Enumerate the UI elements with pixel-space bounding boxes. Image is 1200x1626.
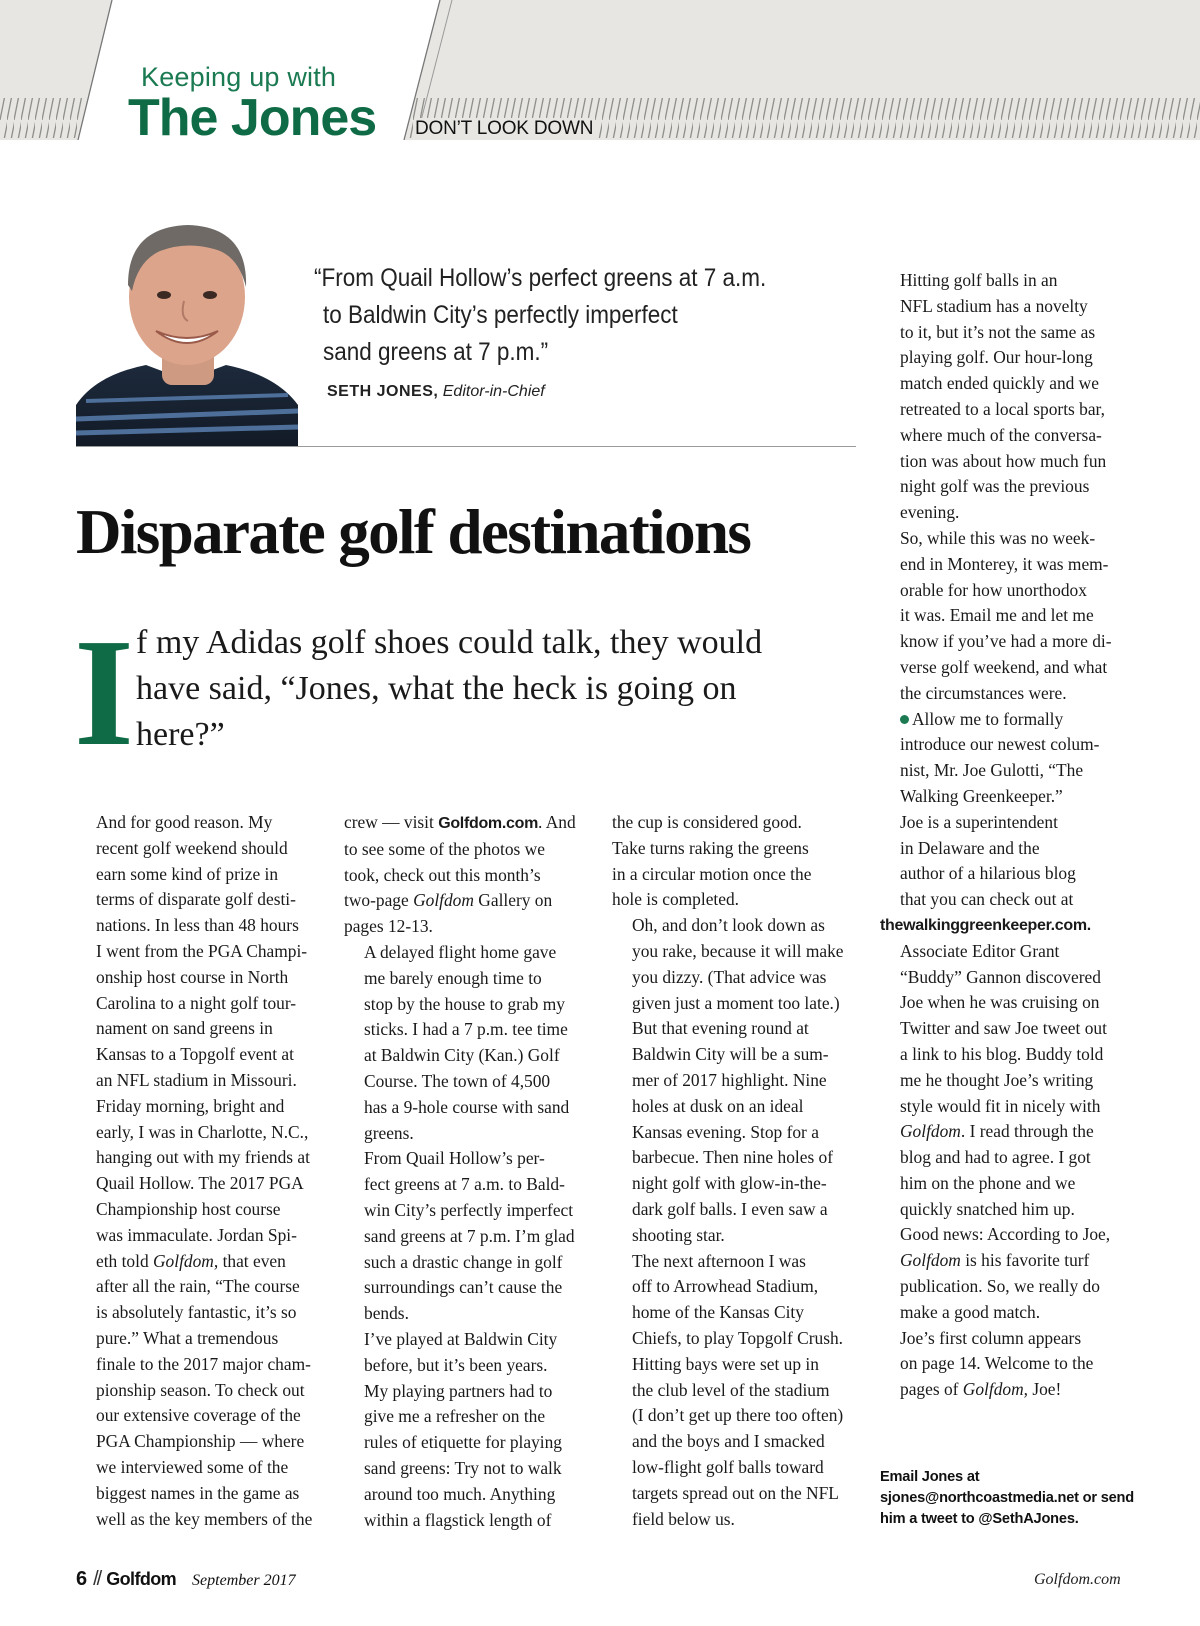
paragraph	[880, 526, 1128, 707]
text-run: that even	[218, 1250, 286, 1271]
publication-name: Golfdom	[900, 1250, 961, 1271]
text-line: recent golf weekend should	[96, 837, 288, 858]
text-line: Twitter and saw Joe tweet out	[900, 1018, 1107, 1039]
text-line: terms of disparate golf desti-	[96, 889, 296, 910]
paragraph	[612, 1249, 860, 1533]
text-line: My playing partners had to	[364, 1380, 553, 1401]
text-line: sand greens at 7 p.m. I’m glad	[364, 1225, 575, 1246]
lede-line: have said, “Jones, what the heck is going on	[136, 670, 737, 707]
text-line: you rake, because it will make	[632, 940, 844, 961]
body-column-3	[612, 810, 860, 1532]
text-line: around too much. Anything	[364, 1483, 556, 1504]
paragraph	[612, 913, 860, 1016]
text-line: Hitting golf balls in an	[900, 270, 1058, 290]
text-line: well as the key members of the	[96, 1508, 313, 1529]
text-line: Championship host course	[96, 1198, 281, 1219]
paragraph	[344, 810, 592, 940]
text-line: Joe when he was cruising on	[900, 992, 1100, 1013]
text-line: I’ve played at Baldwin City	[364, 1328, 558, 1349]
text-line: pionship season. To check out	[96, 1379, 305, 1400]
text-run: two-page	[344, 890, 414, 911]
text-line: stop by the house to grab my	[364, 993, 565, 1014]
text-run: eth told	[96, 1250, 153, 1271]
headline: Disparate golf destinations	[76, 497, 751, 567]
text-run: . I read through the	[960, 1121, 1094, 1142]
body-column-2	[344, 810, 592, 1533]
text-line: bends.	[364, 1303, 409, 1324]
text-line: to see some of the photos we	[344, 838, 545, 859]
text-line: earn some kind of prize in	[96, 863, 279, 884]
pull-quote	[314, 260, 782, 371]
text-line: give me a refresher on the	[364, 1406, 546, 1427]
text-line: So, while this was no week-	[900, 527, 1096, 548]
text-line: Hitting bays were set up in	[632, 1353, 819, 1374]
text-line: Quail Hollow. The 2017 PGA	[96, 1173, 304, 1194]
footer-website[interactable]: Golfdom.com	[1034, 1571, 1121, 1588]
text-line: field below us.	[632, 1508, 735, 1529]
column-kicker: Keeping up with	[141, 62, 337, 92]
paragraph	[344, 1327, 592, 1533]
text-line: to it, but it’s not the same as	[900, 321, 1096, 342]
text-line: end in Monterey, it was mem-	[900, 553, 1109, 574]
pull-quote-line: sand greens at 7 p.m.”	[323, 338, 549, 366]
text-line: was immaculate. Jordan Spi-	[96, 1224, 297, 1245]
text-run: Gallery on	[473, 890, 553, 911]
text-line: targets spread out on the NFL	[632, 1482, 839, 1503]
text-line: blog and had to agree. I got	[900, 1147, 1091, 1168]
text-line: know if you’ve had a more di-	[900, 631, 1112, 652]
text-line: Chiefs, to play Topgolf Crush.	[632, 1327, 844, 1348]
text-line: Baldwin City will be a sum-	[632, 1044, 829, 1065]
text-line: Kansas evening. Stop for a	[632, 1121, 819, 1142]
text-line: on page 14. Welcome to the	[900, 1353, 1094, 1374]
text-line: the club level of the stadium	[632, 1379, 830, 1400]
text-line: in Delaware and the	[900, 837, 1040, 858]
text-line: PGA Championship — where	[96, 1431, 305, 1452]
text-line: mer of 2017 highlight. Nine	[632, 1069, 827, 1090]
text-line: finale to the 2017 major cham-	[96, 1353, 311, 1374]
text-line: sand greens: Try not to walk	[364, 1457, 562, 1478]
text-line: nations. In less than 48 hours	[96, 915, 299, 936]
text-line: match ended quickly and we	[900, 373, 1099, 394]
drop-cap: I	[74, 608, 134, 778]
text-line: Good news: According to Joe,	[900, 1224, 1111, 1245]
text-line: given just a moment too late.)	[632, 992, 840, 1013]
text-line: greens.	[364, 1122, 414, 1143]
text-line: Joe’s first column appears	[900, 1327, 1082, 1348]
text-line: in a circular motion once the	[612, 863, 812, 884]
footer-separator: //	[93, 1568, 101, 1590]
text-line: fect greens at 7 a.m. to Bald-	[364, 1174, 565, 1195]
website-link[interactable]: Golfdom.com	[438, 815, 538, 832]
text-line	[344, 888, 592, 914]
pull-quote-line: to Baldwin City’s perfectly imperfect	[323, 301, 678, 329]
text-line: playing golf. Our hour-long	[900, 347, 1093, 368]
text-line: dark golf balls. I even saw a	[632, 1198, 828, 1219]
text-line: author of a hilarious blog	[900, 863, 1076, 884]
text-line: is absolutely fantastic, it’s so	[96, 1302, 297, 1323]
paragraph	[880, 1326, 1128, 1403]
text-line: such a drastic change in golf	[364, 1251, 563, 1272]
text-line: our extensive coverage of the	[96, 1405, 301, 1426]
text-line: has a 9-hole course with sand	[364, 1096, 570, 1117]
text-line: me barely enough time to	[364, 967, 542, 988]
text-line: Kansas to a Topgolf event at	[96, 1044, 294, 1065]
paragraph	[344, 1146, 592, 1327]
text-run: pages of	[900, 1379, 963, 1400]
text-line: publication. So, we really do	[900, 1276, 1100, 1297]
text-run: Joe!	[1028, 1379, 1062, 1400]
paragraph	[880, 810, 1128, 939]
issue-date: September 2017	[192, 1572, 296, 1589]
paragraph	[76, 810, 324, 1094]
text-line: the circumstances were.	[900, 682, 1067, 703]
text-line: biggest names in the game as	[96, 1482, 300, 1503]
paragraph	[880, 268, 1128, 526]
header-band	[0, 0, 1200, 140]
text-line: I went from the PGA Champi-	[96, 940, 308, 961]
blog-link[interactable]: thewalkinggreenkeeper.com.	[880, 916, 1091, 934]
text-line	[76, 1249, 324, 1275]
text-line: make a good match.	[900, 1301, 1041, 1322]
text-line: pages 12-13.	[344, 916, 433, 937]
text-line: him on the phone and we	[900, 1172, 1076, 1193]
text-line: A delayed flight home gave	[364, 941, 557, 962]
text-line: pure.” What a tremendous	[96, 1327, 279, 1348]
page-number: 6	[76, 1568, 88, 1590]
text-line: Walking Greenkeeper.”	[900, 785, 1063, 806]
text-line: barbecue. Then nine holes of	[632, 1147, 834, 1168]
paragraph	[612, 1016, 860, 1248]
publication-name: Golfdom	[413, 890, 474, 911]
text-run: crew — visit	[344, 812, 439, 832]
text-line: The next afternoon I was	[632, 1250, 806, 1271]
text-line	[880, 1248, 1128, 1274]
publication-name: Golfdom	[900, 1121, 961, 1142]
publication-name: Golfdom,	[962, 1379, 1028, 1400]
text-line: hole is completed.	[612, 889, 740, 910]
lede-line: f my Adidas golf shoes could talk, they would	[136, 624, 763, 661]
text-line: rules of etiquette for playing	[364, 1432, 562, 1453]
email-link[interactable]: sjones@northcoastmedia.net or send	[880, 1490, 1134, 1506]
text-line	[880, 1119, 1128, 1145]
text-line: onship host course in North	[96, 966, 289, 987]
text-line: evening.	[900, 502, 960, 523]
body-column-4	[880, 268, 1128, 1403]
text-line: early, I was in Charlotte, N.C.,	[96, 1121, 309, 1142]
text-line: “Buddy” Gannon discovered	[900, 966, 1101, 987]
section-tag: DON’T LOOK DOWN	[415, 118, 594, 139]
paragraph	[880, 707, 1128, 810]
text-line: Course. The town of 4,500	[364, 1070, 551, 1091]
text-line: night golf with glow-in-the-	[632, 1173, 827, 1194]
twitter-handle[interactable]: him a tweet to @SethAJones.	[880, 1511, 1079, 1527]
byline	[327, 383, 545, 401]
author-photo	[76, 205, 298, 447]
text-line: holes at dusk on an ideal	[632, 1095, 804, 1116]
text-line	[344, 810, 592, 837]
text-line: win City’s perfectly imperfect	[364, 1199, 574, 1220]
text-line: nament on sand greens in	[96, 1018, 273, 1039]
paragraph	[612, 810, 860, 913]
text-run: is his favorite turf	[960, 1250, 1090, 1271]
text-line: tion was about how much fun	[900, 450, 1107, 471]
body-column-1	[76, 810, 324, 1532]
author-role: Editor-in-Chief	[438, 383, 545, 400]
text-line: hanging out with my friends at	[96, 1147, 310, 1168]
text-line: (I don’t get up there too often)	[632, 1405, 844, 1426]
text-line: quickly snatched him up.	[900, 1198, 1075, 1219]
text-run: . And	[538, 812, 576, 832]
text-line: took, check out this month’s	[344, 864, 541, 885]
text-line: after all the rain, “The course	[96, 1276, 300, 1297]
text-line: Oh, and don’t look down as	[632, 915, 825, 936]
text-line: nist, Mr. Joe Gulotti, “The	[900, 760, 1084, 781]
text-line: retreated to a local sports bar,	[900, 398, 1106, 419]
bullet-icon	[900, 715, 909, 724]
text-line: And for good reason. My	[96, 812, 273, 832]
text-line: where much of the conversa-	[900, 424, 1102, 445]
page-footer	[76, 1568, 296, 1591]
text-line: Friday morning, bright and	[96, 1095, 285, 1116]
author-contact	[880, 1467, 1140, 1530]
text-line: Carolina to a night golf tour-	[96, 992, 297, 1013]
text-line: that you can check out at	[900, 889, 1074, 910]
text-line: style would fit in nicely with	[900, 1095, 1101, 1116]
text-line: verse golf weekend, and what	[900, 656, 1108, 677]
text-line: Email Jones at	[880, 1469, 980, 1485]
text-line: home of the Kansas City	[632, 1302, 804, 1323]
paragraph	[344, 940, 592, 1146]
paragraph	[880, 939, 1128, 1326]
text-line: an NFL stadium in Missouri.	[96, 1069, 297, 1090]
text-line: shooting star.	[632, 1224, 725, 1245]
text-line: Associate Editor Grant	[900, 940, 1060, 961]
text-line: at Baldwin City (Kan.) Golf	[364, 1045, 560, 1066]
publication-name: Golfdom,	[153, 1250, 219, 1271]
text-line: surroundings can’t cause the	[364, 1277, 563, 1298]
text-line: From Quail Hollow’s per-	[364, 1148, 545, 1169]
text-line: me he thought Joe’s writing	[900, 1069, 1094, 1090]
lede-line: here?”	[136, 716, 225, 753]
text-line: sticks. I had a 7 p.m. tee time	[364, 1019, 568, 1040]
text-line	[880, 707, 1128, 733]
text-line: orable for how unorthodox	[900, 579, 1087, 600]
text-line: night golf was the previous	[900, 476, 1090, 497]
text-line: introduce our newest colum-	[900, 734, 1100, 755]
text-line: before, but it’s been years.	[364, 1354, 548, 1375]
text-line	[880, 1377, 1128, 1403]
column-title: The Jones	[128, 89, 377, 140]
paragraph	[76, 1094, 324, 1533]
text-line: a link to his blog. Buddy told	[900, 1043, 1104, 1064]
text-line: NFL stadium has a novelty	[900, 295, 1088, 316]
text-line: we interviewed some of the	[96, 1456, 289, 1477]
pull-quote-line: “From Quail Hollow’s perfect greens at 7 a.m.	[314, 264, 767, 292]
text-line: Joe is a superintendent	[900, 811, 1058, 832]
lede-paragraph	[136, 620, 836, 758]
text-line: low-flight golf balls toward	[632, 1456, 824, 1477]
text-line: But that evening round at	[632, 1018, 809, 1039]
text-line: and the boys and I smacked	[632, 1431, 825, 1452]
text-line: Take turns raking the greens	[612, 837, 809, 858]
brand-logo: Golfdom	[106, 1569, 177, 1589]
author-name: SETH JONES,	[327, 383, 439, 400]
text-line: off to Arrowhead Stadium,	[632, 1276, 819, 1297]
text-line: within a flagstick length of	[364, 1509, 552, 1530]
text-run: Allow me to formally	[912, 708, 1064, 729]
text-line: the cup is considered good.	[612, 812, 802, 832]
quote-divider	[76, 446, 856, 447]
text-line: it was. Email me and let me	[900, 605, 1094, 626]
person-portrait-icon	[76, 205, 298, 447]
text-line: you dizzy. (That advice was	[632, 966, 827, 987]
